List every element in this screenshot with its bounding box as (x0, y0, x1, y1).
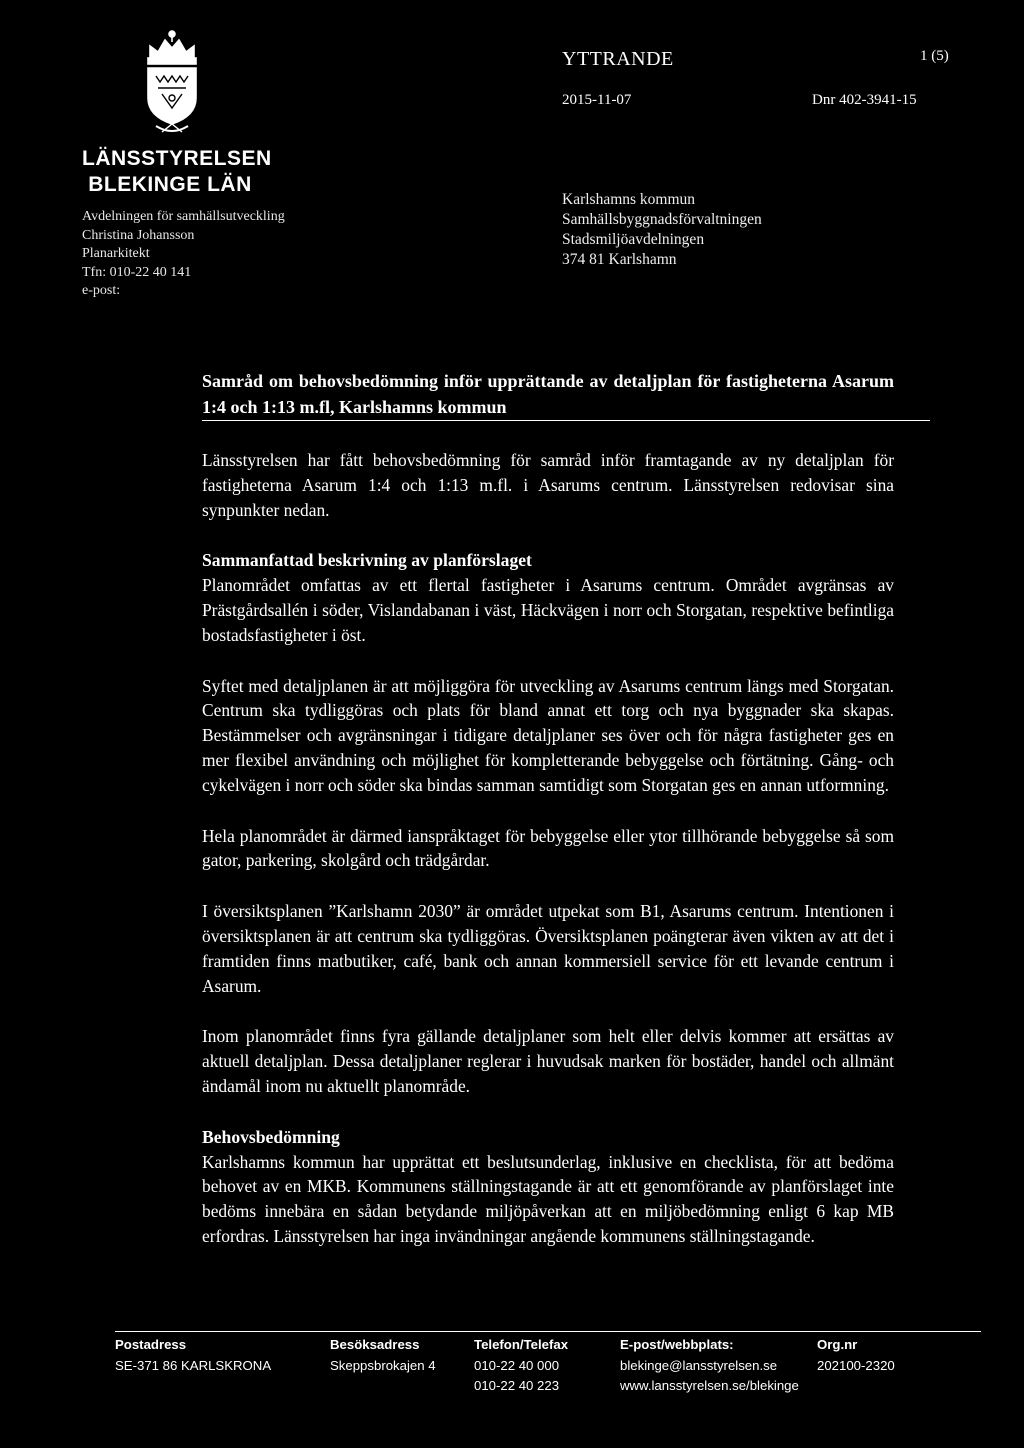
org-name-line1: LÄNSSTYRELSEN (82, 147, 272, 170)
section-heading-assessment: Behovsbedömning (202, 1126, 340, 1147)
footer-postal-label: Postadress (115, 1337, 187, 1352)
footer-email-link[interactable]: blekinge@lansstyrelsen.se (620, 1357, 778, 1373)
footer-org (817, 1335, 895, 1376)
document-date: 2015-11-07 (562, 92, 632, 108)
footer-org-label: Org.nr (817, 1337, 858, 1352)
sender-phone: Tfn: 010-22 40 141 (82, 264, 192, 280)
footer-website-link[interactable]: www.lansstyrelsen.se/blekinge (620, 1378, 799, 1393)
recipient-address (562, 190, 762, 270)
footer-org-value: 202100-2320 (817, 1357, 895, 1373)
sender-title: Planarkitekt (82, 246, 150, 261)
sender-name: Christina Johansson (82, 227, 195, 243)
footer-postal-value: SE-371 86 KARLSKRONA (115, 1357, 272, 1373)
footer-visit (330, 1335, 436, 1376)
sender-email-label: e-post: (82, 283, 121, 298)
footer-divider (115, 1331, 981, 1332)
summary-paragraph-1: Planområdet omfattas av ett flertal fastigheter i Asarums centrum. Området avgränsas av Prästgårdsallén i söder, Vislandabanan i väst, Häckvägen i norr och Storgatan, respektive befintliga bostadsfastigheter i öst. (202, 575, 894, 645)
document-dnr: Dnr 402-3941-15 (812, 92, 917, 108)
footer-phone-value: 010-22 40 000 (474, 1357, 560, 1373)
sender-department: Avdelningen för samhällsutveckling (82, 209, 285, 224)
recipient-line1: Karlshamns kommun (562, 191, 696, 208)
footer-phone (474, 1335, 568, 1397)
footer-fax-value: 010-22 40 223 (474, 1378, 560, 1393)
letter-title: Samråd om behovsbedömning inför upprättande av detaljplan för fastigheterna Asarum 1:4 och 1:13 m.fl, Karlshamns kommun (202, 371, 894, 417)
recipient-line2: Samhällsbyggnadsförvaltningen (562, 211, 762, 228)
summary-paragraph-2: Syftet med detaljplanen är att möjliggöra för utveckling av Asarums centrum längs med Storgatan. Centrum ska tydliggöras och plats för bland annat ett torg och nya byggnader ska skapas. Bestämmelser och avgränsningar i tidigare detaljplaner ses över och för några fastigheter ges en mer flexibel användning och möjlighet för kompletterande bebyggelse och förtätning. Gång- och cykelvägen i norr och söder ska bindas samman samtidigt som Storgatan ges en annan utformning. (202, 675, 894, 795)
title-underline (202, 420, 930, 421)
recipient-line4: 374 81 Karlshamn (562, 251, 677, 268)
recipient-line3: Stadsmiljöavdelningen (562, 231, 705, 248)
assessment-paragraph: Karlshamns kommun har upprättat ett beslutsunderlag, inklusive en checklista, för att bedöma behovet av en MKB. Kommunens ställningstagande är att ett genomförande av planförslaget inte bedöms innebära en sådan betydande miljöpåverkan att en miljöbedömning enligt 6 kap MB erfordras. Länsstyrelsen har inga invändningar angående kommunens ställningstagande. (202, 1151, 894, 1246)
section-heading-summary: Sammanfattad beskrivning av planförslaget (202, 550, 532, 571)
summary-paragraph-5: Inom planområdet finns fyra gällande detaljplaner som helt eller delvis kommer att ersättas av aktuell detaljplan. Dessa detaljplaner reglerar i huvudsak marken för bostäder, handel och allmänt ändamål inom nu aktuellt planområde. (202, 1026, 894, 1096)
footer-visit-value: Skeppsbrokajen 4 (330, 1357, 436, 1373)
footer-web (620, 1335, 799, 1397)
footer-postal (115, 1335, 271, 1376)
org-name-line2: BLEKINGE LÄN (88, 173, 252, 196)
document-type: YTTRANDE (562, 48, 674, 70)
summary-paragraph-4: I översiktsplanen ”Karlshamn 2030” är området utpekat som B1, Asarums centrum. Intentionen i översiktsplanen är att centrum ska tydliggöras. Översiktsplanen poängterar även vikten av att det i framtiden finns matbutiker, café, bank och annan kommersiell service för ett levande centrum i Asarum. (202, 901, 894, 996)
footer-phone-label: Telefon/Telefax (474, 1337, 569, 1352)
intro-paragraph: Länsstyrelsen har fått behovsbedömning för samråd inför framtagande av ny detaljplan för fastigheterna Asarum 1:4 och 1:13 m.fl. i Asarums centrum. Länsstyrelsen redovisar sina synpunkter nedan. (202, 450, 894, 520)
summary-paragraph-3: Hela planområdet är därmed ianspråktaget för bebyggelse eller ytor tillhörande bebyggelse så som gator, parkering, skolgård och trädgårdar. (202, 825, 894, 871)
page-number: 1 (5) (920, 48, 949, 64)
letter-body (202, 368, 894, 1249)
coat-of-arms-logo (136, 28, 208, 140)
footer-web-label: E-post/webbplats: (620, 1337, 734, 1352)
organization-name (82, 146, 272, 198)
sender-block (82, 208, 285, 301)
footer-visit-label: Besöksadress (330, 1337, 420, 1352)
